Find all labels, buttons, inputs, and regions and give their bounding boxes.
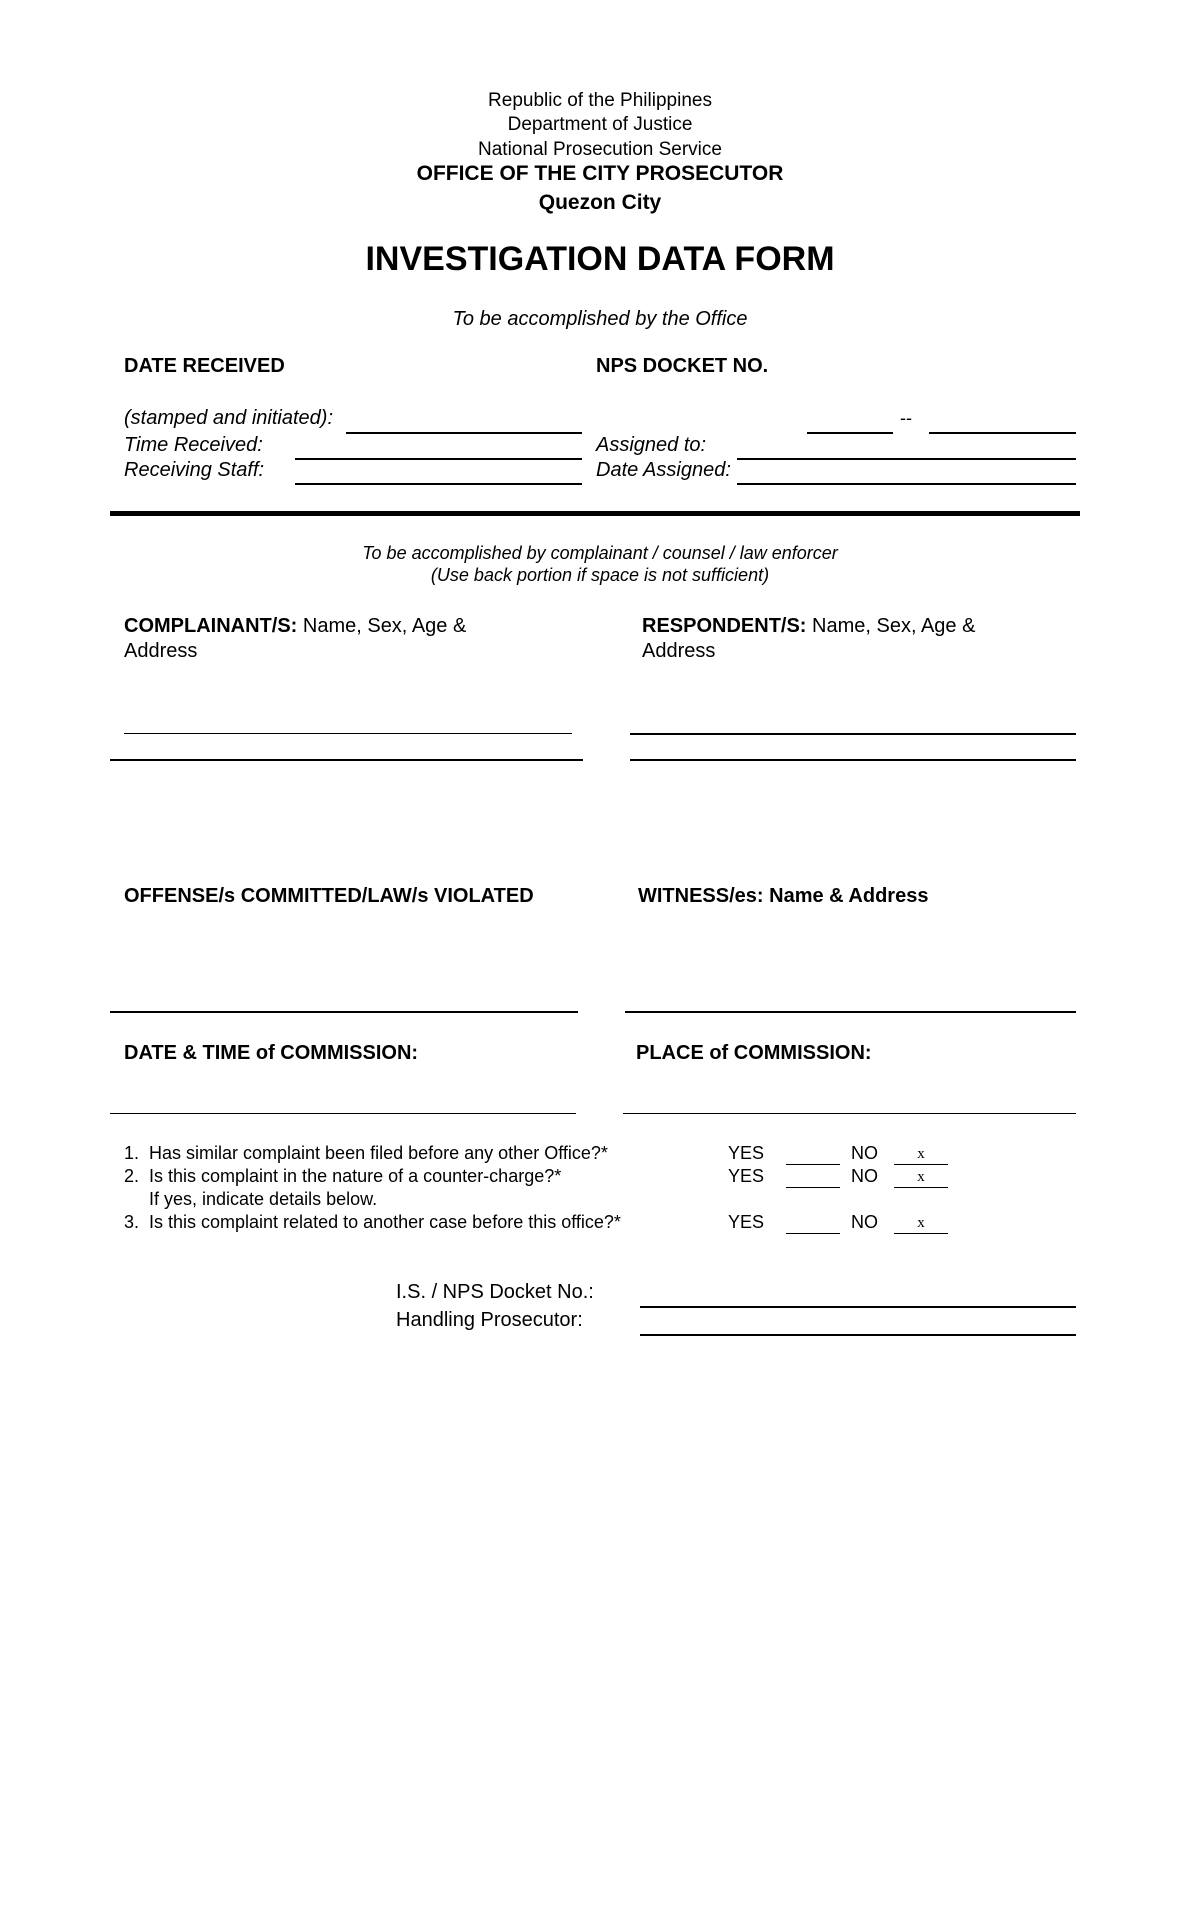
question-2-yes-field[interactable] — [786, 1187, 840, 1188]
question-1-number: 1. — [124, 1143, 140, 1163]
question-2-no-field[interactable] — [894, 1187, 948, 1188]
handling-prosecutor-field[interactable] — [640, 1334, 1076, 1336]
question-3-number: 3. — [124, 1212, 140, 1232]
complainant-label-bold: COMPLAINANT/S: — [124, 615, 298, 637]
witness-field[interactable] — [625, 1011, 1076, 1013]
date-received-label: DATE RECEIVED — [124, 355, 285, 377]
handling-prosecutor-label: Handling Prosecutor: — [396, 1309, 583, 1331]
complainant-note-back: (Use back portion if space is not sufficient) — [430, 565, 770, 585]
question-2-no-mark: x — [917, 1169, 925, 1185]
question-1-no-mark: x — [917, 1146, 925, 1162]
is-docket-field[interactable] — [640, 1306, 1076, 1308]
header-service: National Prosecution Service — [478, 139, 722, 160]
question-2-subnote: If yes, indicate details below. — [149, 1189, 378, 1209]
complainant-note: To be accomplished by complainant / counsel / law enforcer — [362, 543, 838, 563]
respondent-field-2[interactable] — [630, 759, 1076, 761]
date-assigned-label: Date Assigned: — [596, 459, 731, 481]
nps-docket-label: NPS DOCKET NO. — [596, 355, 769, 377]
docket-separator: -- — [900, 408, 912, 428]
question-2-no-label: NO — [851, 1166, 878, 1186]
complainant-label-address: Address — [124, 640, 198, 662]
header-republic: Republic of the Philippines — [488, 90, 712, 111]
respondent-label-address: Address — [642, 640, 716, 662]
complainant-field-1[interactable] — [124, 733, 572, 734]
question-3-no-mark: x — [917, 1215, 925, 1231]
question-1-no-label: NO — [851, 1143, 878, 1163]
offense-field[interactable] — [110, 1011, 578, 1013]
time-received-label: Time Received: — [124, 434, 263, 456]
stamped-field[interactable] — [346, 432, 582, 434]
stamped-label: (stamped and initiated): — [124, 407, 334, 429]
question-3-no-field[interactable] — [894, 1233, 948, 1234]
question-3-yes-field[interactable] — [786, 1233, 840, 1234]
question-3-text: Is this complaint related to another case before this office?* — [149, 1212, 621, 1232]
question-2-number: 2. — [124, 1166, 140, 1186]
assigned-to-field[interactable] — [737, 458, 1076, 460]
date-time-commission-label: DATE & TIME of COMMISSION: — [124, 1042, 419, 1064]
complainant-label-rest: Name, Sex, Age & — [297, 615, 467, 637]
date-time-commission-field[interactable] — [110, 1113, 576, 1114]
witness-label: WITNESS/es: Name & Address — [638, 885, 929, 907]
receiving-staff-field[interactable] — [295, 483, 582, 485]
question-2-text: Is this complaint in the nature of a counter-charge?* — [149, 1166, 562, 1186]
place-commission-field[interactable] — [623, 1113, 1076, 1114]
question-1-text: Has similar complaint been filed before any other Office?* — [149, 1143, 608, 1163]
offense-label: OFFENSE/s COMMITTED/LAW/s VIOLATED — [124, 885, 534, 907]
time-received-field[interactable] — [295, 458, 582, 460]
docket-field-2[interactable] — [929, 432, 1076, 434]
header-department: Department of Justice — [507, 114, 693, 135]
question-3-no-label: NO — [851, 1212, 878, 1232]
complainant-field-2[interactable] — [110, 759, 583, 761]
question-1-no-field[interactable] — [894, 1164, 948, 1165]
place-commission-label: PLACE of COMMISSION: — [636, 1042, 872, 1064]
section-divider — [110, 511, 1080, 516]
respondent-field-1[interactable] — [630, 733, 1076, 735]
office-section-note: To be accomplished by the Office — [452, 308, 748, 330]
date-assigned-field[interactable] — [737, 483, 1076, 485]
respondent-label — [642, 615, 975, 638]
question-2-yes-label: YES — [728, 1166, 765, 1186]
header-city: Quezon City — [538, 191, 662, 214]
complainant-label — [124, 615, 466, 638]
question-1-yes-field[interactable] — [786, 1164, 840, 1165]
assigned-to-label: Assigned to: — [596, 434, 707, 456]
header-office: OFFICE OF THE CITY PROSECUTOR — [416, 162, 784, 185]
respondent-label-bold: RESPONDENT/S: — [642, 615, 807, 637]
receiving-staff-label: Receiving Staff: — [124, 459, 265, 481]
docket-field-1[interactable] — [807, 432, 893, 434]
is-docket-label: I.S. / NPS Docket No.: — [396, 1281, 594, 1303]
form-title: INVESTIGATION DATA FORM — [365, 240, 835, 278]
question-1-yes-label: YES — [728, 1143, 765, 1163]
respondent-label-rest: Name, Sex, Age & — [806, 615, 976, 637]
question-3-yes-label: YES — [728, 1212, 765, 1232]
